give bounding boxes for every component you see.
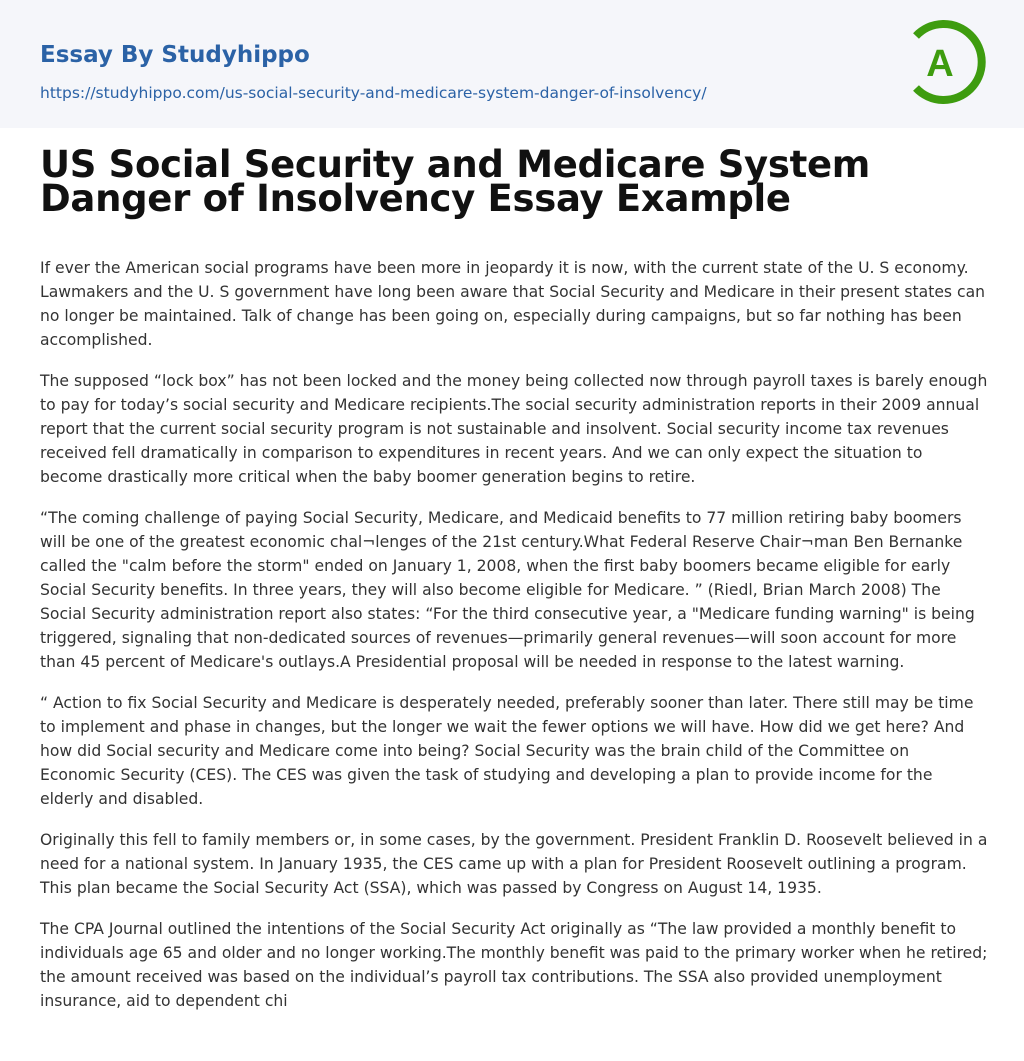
paragraph: The CPA Journal outlined the intentions of the Social Security Act originally as “The law provided a monthly benefit to individuals age 65 and older and no longer working.The monthly benefit was paid to the primary worker when he retired; the amount received was based on the individual’s payroll tax contributions. The SSA also provided unemployment insurance, aid to dependent chi bbox=[40, 920, 988, 1010]
source-url-link[interactable]: https://studyhippo.com/us-social-security-and-medicare-system-danger-of-insolvency/ bbox=[40, 84, 707, 102]
paragraph: “The coming challenge of paying Social Security, Medicare, and Medicaid benefits to 77 million retiring baby boomers will be one of the greatest economic chal¬lenges of the 21st century.What Federal Reserve Chair¬man Ben Bernanke called the "calm before the storm" ended on January 1, 2008, when the first baby boomers became eligible for early Social Security benefits. In three years, they will also become eligible for Medicare. ” (Riedl, Brian March 2008) The Social Security administration report also states: “For the third consecutive year, a "Medicare funding warning" is being triggered, signaling that non-dedicated sources of revenues—primarily general revenues—will soon account for more than 45 percent of Medicare's outlays.A Presidential proposal will be needed in response to the latest warning. bbox=[40, 509, 975, 671]
paragraph: If ever the American social programs have been more in jeopardy it is now, with the current state of the U. S economy. Lawmakers and the U. S government have long been aware that Social Security and Medicare in their present states can no longer be maintained. Talk of change has been going on, especially during campaigns, but so far nothing has been accomplished. bbox=[40, 259, 986, 349]
paragraph: The supposed “lock box” has not been locked and the money being collected now through payroll taxes is barely enough to pay for today’s social security and Medicare recipients.The social security administration reports in their 2009 annual report that the current social security program is not sustainable and insolvent. Social security income tax revenues received fell dramatically in comparison to expenditures in recent years. And we can only expect the situation to become drastically more critical when the baby boomer generation begins to retire. bbox=[40, 372, 988, 486]
article-title: US Social Security and Medicare System Danger of Insolvency Essay Example bbox=[40, 143, 871, 220]
svg-text:A: A bbox=[926, 43, 954, 85]
paragraph: Originally this fell to family members or, in some cases, by the government. President Franklin D. Roosevelt believed in a need for a national system. In January 1935, the CES came up with a plan for President Roosevelt outlining a program. This plan became the Social Security Act (SSA), which was passed by Congress on August 14, 1935. bbox=[40, 831, 988, 897]
paragraph: “ Action to fix Social Security and Medicare is desperately needed, preferably sooner than later. There still may be time to implement and phase in changes, but the longer we wait the fewer options we will have. How did we get here? And how did Social security and Medicare come into being? Social Security was the brain child of the Committee on Economic Security (CES). The CES was given the task of studying and developing a plan to provide income for the elderly and disabled. bbox=[40, 694, 974, 808]
article-body bbox=[40, 256, 988, 1030]
site-header bbox=[0, 0, 1024, 128]
site-title: Essay By Studyhippo bbox=[40, 42, 310, 68]
studyhippo-logo-icon[interactable] bbox=[902, 18, 988, 106]
